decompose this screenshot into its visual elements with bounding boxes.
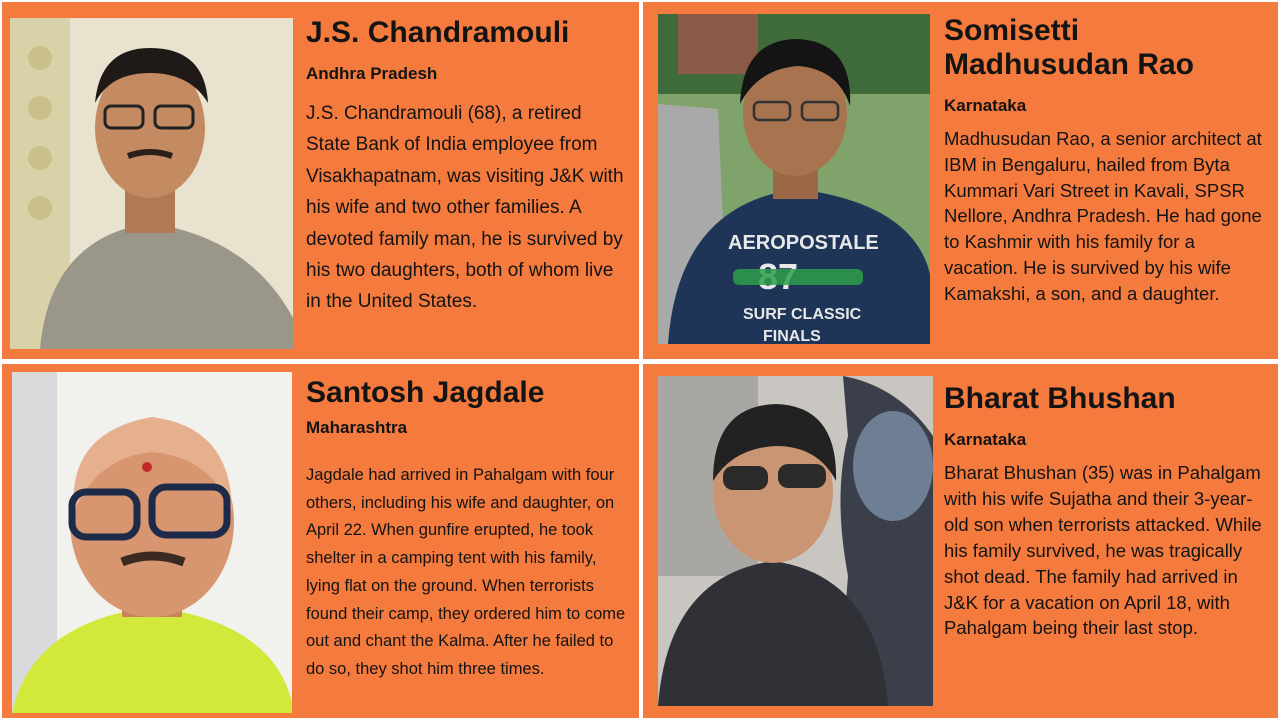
profile-state: Andhra Pradesh (306, 64, 438, 83)
profile-card-madhusudan-rao (643, 2, 1278, 359)
shirt-text-line3: SURF CLASSIC (743, 306, 862, 323)
profile-name: Bharat Bhushan (944, 382, 1176, 415)
profile-text (944, 14, 1269, 307)
shirt-text-line1: AEROPOSTALE (728, 232, 879, 254)
profile-state: Karnataka (944, 96, 1027, 115)
profile-name: Santosh Jagdale (306, 376, 545, 409)
profile-text (306, 16, 626, 318)
profile-bio: Madhusudan Rao, a senior architect at IBM in Bengaluru, hailed from Byta Kummari Vari Street in Kavali, SPSR Nellore, Andhra Pradesh. He had gone to Kashmir with his family for a vacation. He is survived by his wife Kamakshi, a son, and a daughter. (944, 128, 1262, 304)
portrait-photo (12, 372, 292, 713)
profile-card-chandramouli (2, 2, 639, 359)
profile-bio: J.S. Chandramouli (68), a retired State Bank of India employee from Visakhapatnam, was visiting J&K with his wife and two other families. A devoted family man, he is survived by his two daughters, both of whom live in the United States. (306, 103, 624, 313)
profile-bio: Jagdale had arrived in Pahalgam with four others, including his wife and daughter, on April 22. When gunfire erupted, he took shelter in a camping tent with his family, lying flat on the ground. When terrorists found their camp, they ordered him to come out and chant the Kalma. After he failed to do so, they shot him three times. (306, 466, 626, 678)
profile-card-santosh-jagdale (2, 364, 639, 718)
portrait-photo (10, 18, 293, 349)
profile-bio: Bharat Bhushan (35) was in Pahalgam with his wife Sujatha and their 3-year-old son when terrorists attacked. While his family survived, he was tragically shot dead. The family had arrived in J&K for a vacation on April 18, with Pahalgam being their last stop. (944, 462, 1262, 639)
portrait-photo (658, 376, 933, 706)
profile-name: J.S. Chandramouli (306, 16, 570, 49)
profile-name: Somisetti Madhusudan Rao (944, 14, 1195, 81)
profile-text (306, 376, 626, 684)
profile-state: Maharashtra (306, 418, 408, 437)
profile-text (944, 382, 1269, 641)
profile-state: Karnataka (944, 430, 1027, 449)
profile-card-bharat-bhushan (643, 364, 1278, 718)
portrait-photo (658, 14, 930, 344)
shirt-text-line4: FINALS (763, 328, 821, 344)
